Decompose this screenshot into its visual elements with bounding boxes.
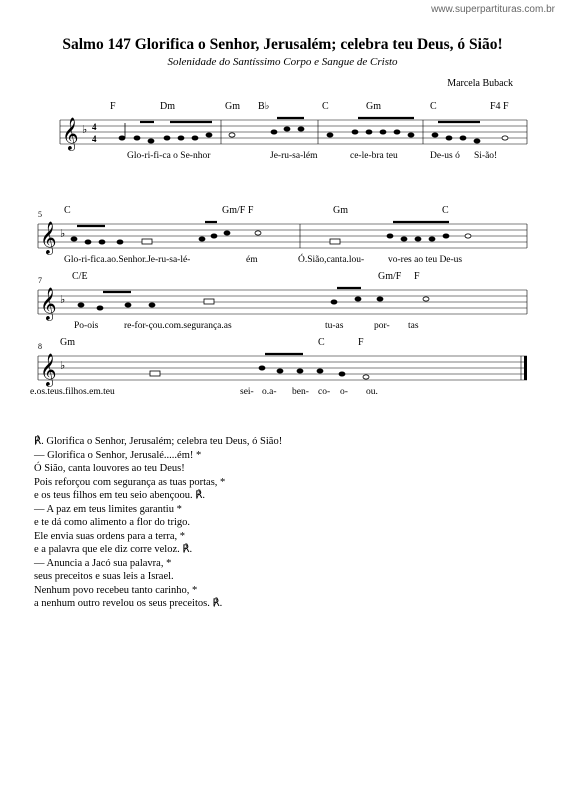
lyric: ou.: [366, 387, 378, 397]
lyric: ce-le-bra teu: [350, 151, 398, 161]
composer: Marcela Buback: [447, 78, 513, 89]
lyric: De-us ó: [430, 151, 460, 161]
lyric: ben-: [292, 387, 309, 397]
lyric: ém: [246, 255, 258, 265]
lyric: o-: [340, 387, 348, 397]
music-staff: [0, 354, 565, 390]
chord: F: [110, 101, 116, 112]
treble-clef-icon: 𝄞: [40, 289, 57, 320]
lyric: tas: [408, 321, 419, 331]
lyric: Glo-ri-fi-ca o Se-nhor: [127, 151, 211, 161]
chord: C: [430, 101, 437, 112]
psalm-line: Pois reforçou com segurança as tuas portas, *: [34, 476, 226, 488]
chord: F: [414, 271, 420, 282]
chord: C: [322, 101, 329, 112]
final-barline: [524, 356, 527, 380]
chord: Gm/F F: [222, 205, 254, 216]
chord: F4 F: [490, 101, 509, 112]
psalm-line: — Glorifica o Senhor, Jerusalé.....ém! *: [34, 449, 202, 461]
psalm-line: — Anuncia a Jacó sua palavra, *: [34, 557, 172, 569]
lyric: re-for-çou.com.segurança.as: [124, 321, 232, 331]
treble-clef-icon: 𝄞: [40, 223, 57, 254]
watermark: www.superpartituras.com.br: [431, 4, 555, 15]
treble-clef-icon: 𝄞: [62, 119, 79, 150]
chord: Gm: [333, 205, 348, 216]
measure-number: 5: [38, 210, 42, 219]
psalm-line: e te dá como alimento a flor do trigo.: [34, 517, 190, 528]
psalm-line: Ele envia suas ordens para a terra, *: [34, 530, 186, 542]
chord: F: [358, 337, 364, 348]
lyric: Po-ois: [74, 321, 99, 331]
lyric: Si-ão!: [474, 151, 498, 161]
chord: Gm: [366, 101, 381, 112]
chord: Gm: [60, 337, 75, 348]
lyric: Ó.Sião,canta.lou-: [298, 255, 365, 265]
lyric: por-: [374, 321, 390, 331]
lyric: e.os.teus.filhos.em.teu: [30, 387, 115, 397]
lyric: co-: [318, 387, 331, 397]
lyric: o.a-: [262, 387, 277, 397]
chord: C/E: [72, 271, 88, 282]
psalm-line: — A paz em teus limites garantiu *: [34, 503, 182, 515]
psalm-line: a nenhum outro revelou os seus preceitos. ℟.: [34, 598, 223, 609]
music-staff: [0, 288, 565, 324]
psalm-line: e a palavra que ele diz corre veloz. ℟.: [34, 544, 193, 555]
flat-key-signature-icon: ♭: [60, 360, 66, 372]
chord: Gm: [225, 101, 240, 112]
music-staff: [0, 118, 565, 154]
lyric: Je-ru-sa-lém: [270, 151, 318, 161]
psalm-line: Ó Sião, canta louvores ao teu Deus!: [34, 463, 185, 474]
psalm-verses: [34, 435, 282, 611]
psalm-line: Nenhum povo recebeu tanto carinho, *: [34, 584, 198, 596]
chord: Gm/F: [378, 271, 402, 282]
lyric: Glo-ri-fica.ao.Senhor.Je-ru-sa-lé-: [64, 255, 191, 265]
svg-text:4: 4: [92, 122, 97, 132]
chord: Dm: [160, 101, 175, 112]
chord: C: [64, 205, 71, 216]
lyric: vo-res ao teu De-us: [388, 255, 463, 265]
lyric: sei-: [240, 387, 254, 397]
chord: C: [318, 337, 325, 348]
flat-key-signature-icon: ♭: [60, 294, 66, 306]
song-subtitle: Solenidade do Santíssimo Corpo e Sangue de Cristo: [167, 56, 398, 68]
chord: C: [442, 205, 449, 216]
psalm-line: e os teus filhos em teu seio abençoou. ℟.: [34, 490, 206, 501]
flat-key-signature-icon: ♭: [82, 124, 88, 136]
chord: B♭: [258, 101, 270, 112]
music-staff: [0, 222, 565, 258]
treble-clef-icon: 𝄞: [40, 355, 57, 386]
psalm-line: seus preceitos e suas leis a Israel.: [34, 571, 174, 582]
psalm-line: ℟. Glorifica o Senhor, Jerusalém; celebra teu Deus, ó Sião!: [34, 436, 283, 447]
measure-number: 7: [38, 276, 42, 285]
flat-key-signature-icon: ♭: [60, 228, 66, 240]
svg-text:4: 4: [92, 134, 97, 144]
lyric: tu-as: [325, 321, 344, 331]
song-title: Salmo 147 Glorifica o Senhor, Jerusalém; celebra teu Deus, ó Sião!: [62, 36, 503, 53]
measure-number: 8: [38, 342, 42, 351]
